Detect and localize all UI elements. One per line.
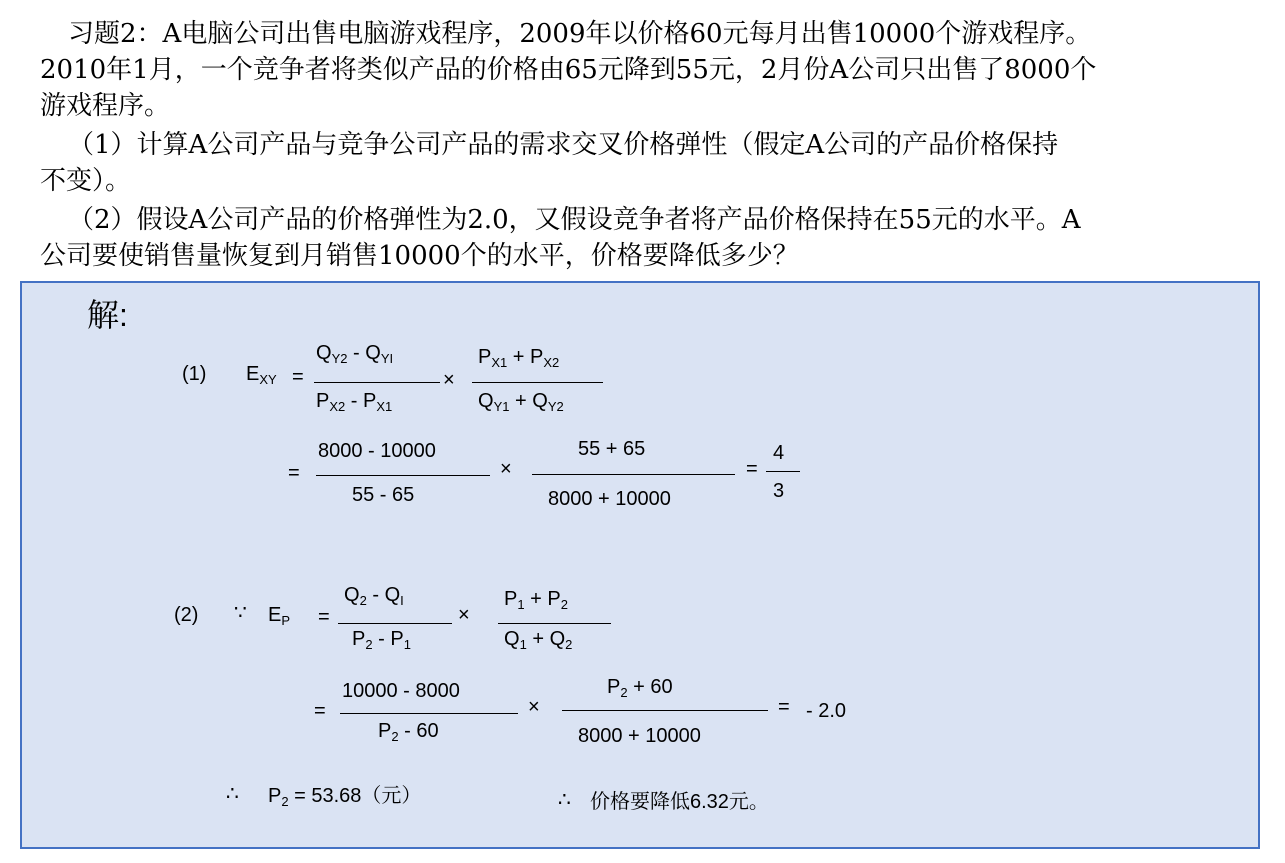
part1-f2-numerator: $P_{X1} + P_{X2}$ bbox=[478, 346, 560, 370]
part2-f2-fraction-bar bbox=[498, 623, 611, 624]
part1-sub-equals-2: = bbox=[746, 458, 758, 480]
part2-sub-times: × bbox=[528, 696, 540, 718]
part2-lhs: $E_P$ bbox=[268, 604, 291, 628]
part1-times: × bbox=[443, 369, 455, 391]
part2-f1-denominator: $P_2 - P_1$ bbox=[352, 628, 411, 652]
part1-result-numerator: 4 bbox=[773, 442, 785, 464]
part1-lhs: $E_{XY}$ bbox=[246, 363, 277, 387]
part1-result-denominator: 3 bbox=[773, 480, 785, 502]
part1-sub-equals: = bbox=[288, 462, 300, 484]
problem-line-4: （1）计算A公司产品与竞争公司产品的需求交叉价格弹性（假定A公司的产品价格保持 bbox=[68, 130, 1059, 160]
problem-line-5: 不变）。 bbox=[40, 166, 132, 196]
part2-sub-f2-fraction-bar bbox=[562, 710, 768, 711]
part1-sub-f2-fraction-bar bbox=[532, 474, 735, 475]
part1-f1-numerator: $Q_{Y2} - Q_{YI}$ bbox=[316, 342, 394, 366]
part1-f2-fraction-bar bbox=[472, 382, 603, 383]
problem-line-6: （2）假设A公司产品的价格弹性为2.0，又假设竞争者将产品价格保持在55元的水平。A bbox=[68, 205, 1081, 235]
part2-result: - 2.0 bbox=[806, 700, 847, 722]
part1-sub-f1-fraction-bar bbox=[316, 475, 490, 476]
solution-heading: 解: bbox=[87, 297, 128, 333]
part1-f1-fraction-bar bbox=[314, 382, 440, 383]
problem-line-1: 习题2：A电脑公司出售电脑游戏程序，2009年以价格60元每月出售10000个游戏程序。 bbox=[68, 19, 1092, 49]
part2-sub-f1-fraction-bar bbox=[340, 713, 518, 714]
part1-sub-f2-numerator: 55 + 65 bbox=[578, 438, 646, 460]
part2-sub-f2-denominator: 8000 + 10000 bbox=[578, 725, 701, 747]
part2-sub-f1-numerator: 10000 - 8000 bbox=[342, 680, 460, 702]
part1-result-fraction-bar bbox=[766, 471, 800, 472]
part2-f1-numerator: $Q_2 - Q_I$ bbox=[344, 584, 404, 608]
therefore-symbol-2: ∴ bbox=[558, 789, 571, 811]
part2-f1-fraction-bar bbox=[338, 623, 452, 624]
part1-label: (1) bbox=[182, 363, 207, 385]
part1-f1-denominator: $P_{X2} - P_{X1}$ bbox=[316, 390, 393, 414]
part2-label: (2) bbox=[174, 604, 199, 626]
part2-times: × bbox=[458, 604, 470, 626]
problem-line-2: 2010年1月，一个竞争者将类似产品的价格由65元降到55元，2月份A公司只出售了8000个 bbox=[40, 55, 1097, 85]
problem-line-3: 游戏程序。 bbox=[40, 91, 171, 121]
part1-sub-times: × bbox=[500, 458, 512, 480]
part2-sub-equals: = bbox=[314, 700, 326, 722]
part1-equals: = bbox=[292, 366, 304, 388]
therefore-symbol-1: ∴ bbox=[226, 783, 239, 805]
part1-sub-f1-numerator: 8000 - 10000 bbox=[318, 440, 436, 462]
part2-sub-f1-denominator: $P_2 - 60$ bbox=[378, 720, 439, 744]
answer-text: 价格要降低6.32元。 bbox=[590, 791, 769, 813]
solution-box bbox=[20, 281, 1260, 849]
part2-sub-f2-numerator: $P_2 + 60$ bbox=[607, 676, 673, 700]
part2-f2-numerator: $P_1 + P_2$ bbox=[504, 588, 568, 612]
part1-sub-f2-denominator: 8000 + 10000 bbox=[548, 488, 671, 510]
part2-f2-denominator: $Q_1 + Q_2$ bbox=[504, 628, 573, 652]
part1-f2-denominator: $Q_{Y1} + Q_{Y2}$ bbox=[478, 390, 564, 414]
p2-value: $P_2 = 53.68$（元） bbox=[268, 785, 422, 809]
part2-because-symbol: ∵ bbox=[234, 602, 247, 624]
part2-equals: = bbox=[318, 606, 330, 628]
part1-sub-f1-denominator: 55 - 65 bbox=[352, 484, 415, 506]
part2-sub-equals-2: = bbox=[778, 696, 790, 718]
problem-line-7: 公司要使销售量恢复到月销售10000个的水平，价格要降低多少？ bbox=[40, 241, 799, 271]
